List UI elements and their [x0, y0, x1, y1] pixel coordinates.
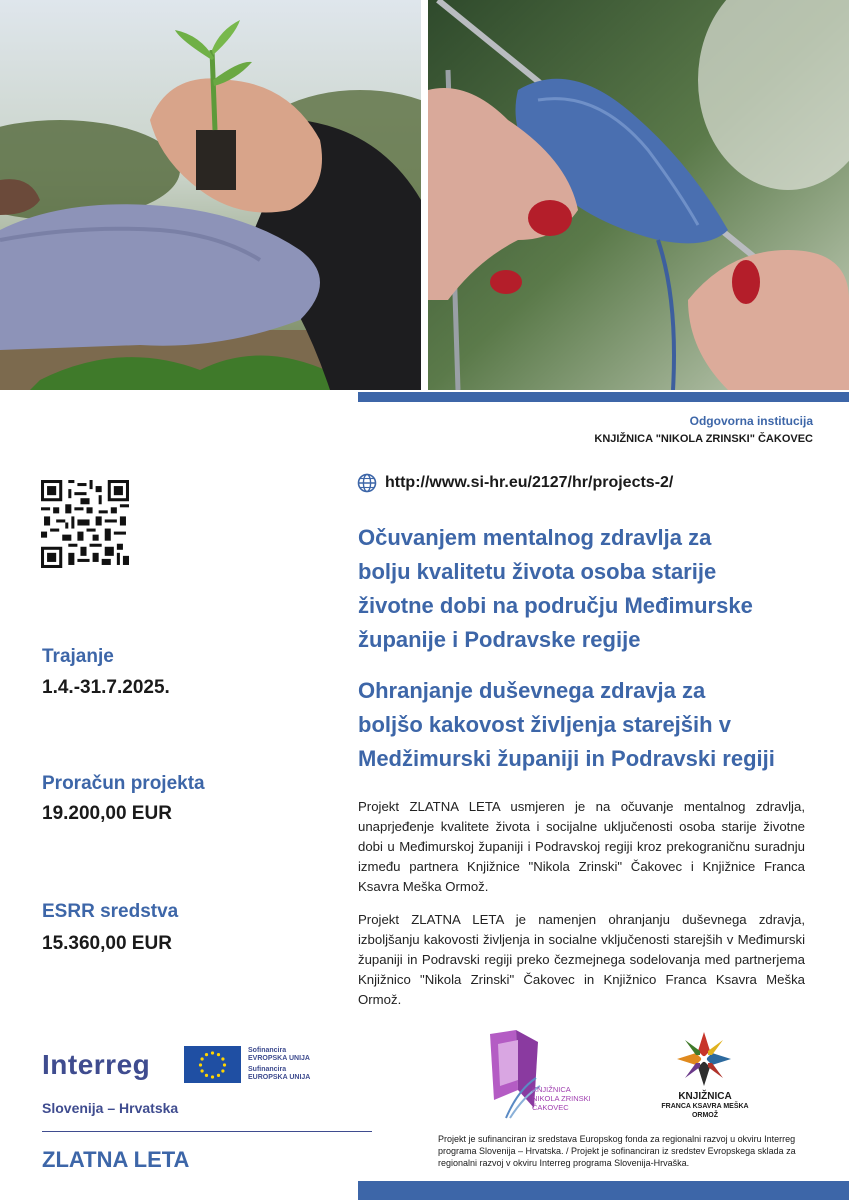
title-si-line: Medžimurski županiji in Podravski regiji	[358, 746, 775, 771]
program-region: Slovenija – Hrvatska	[42, 1100, 179, 1116]
budget-label: Proračun projekta	[42, 773, 205, 794]
eu-line: Sofinancira	[248, 1047, 287, 1054]
duration-label: Trajanje	[42, 646, 114, 667]
project-url-row[interactable]	[357, 473, 673, 493]
title-hr-line: bolju kvalitetu života osoba starije	[358, 559, 717, 584]
title-slovenian	[358, 674, 818, 776]
eu-line: EUROPSKA UNIJA	[248, 1074, 311, 1081]
photo-knitting	[428, 0, 849, 390]
project-name: ZLATNA LETA	[42, 1147, 190, 1172]
divider	[42, 1131, 372, 1132]
title-si-line: boljšo kakovost življenja starejših v	[358, 712, 731, 737]
institution-name: KNJIŽNICA "NIKOLA ZRINSKI" ČAKOVEC	[594, 433, 813, 445]
qr-code-icon[interactable]	[41, 480, 129, 568]
ormoz-logo-title: KNJIŽNICA	[678, 1091, 732, 1102]
bottom-accent-bar	[358, 1181, 849, 1200]
title-hr-line: životne dobi na području Međimurske	[358, 593, 753, 618]
duration-value: 1.4.-31.7.2025.	[42, 677, 170, 698]
description-croatian: Projekt ZLATNA LETA usmjeren je na očuvanje mentalnog zdravlja, unaprjeđenje kvalitete života i socijalne uključenosti osoba starije životne dobi u Međimurskoj županiji i Podravskoj regiji kroz prekograničnu suradnju između partnera Knjižnice "Nikola Zrinski" Čakovec i Knjižnice Franca Ksavra Meška Ormož.	[358, 799, 805, 894]
zrinski-line: KNJIŽNICA	[532, 1085, 571, 1094]
globe-icon	[357, 473, 377, 493]
photo-seedling	[0, 0, 421, 390]
project-url-link[interactable]: http://www.si-hr.eu/2127/hr/projects-2/	[385, 474, 674, 491]
ormoz-logo-line: FRANCA KSAVRA MEŠKA	[661, 1103, 749, 1110]
budget-value: 19.200,00 EUR	[42, 803, 172, 824]
ormoz-library-logo	[674, 1030, 734, 1088]
title-hr-line: Očuvanjem mentalnog zdravlja za	[358, 525, 712, 550]
institution-role: Odgovorna institucija	[689, 414, 813, 428]
title-croatian	[358, 521, 818, 657]
eu-cofinanced-si	[248, 1047, 310, 1063]
interreg-logo: Interreg	[42, 1049, 151, 1080]
description-slovenian: Projekt ZLATNA LETA je namenjen ohranjanju duševnega zdravja, izboljšanju kakovosti življenja in socialne vključenosti starejših v Međimurski županiji in Podravski regiji preko čezmejnega sodelovanja med partnerjema Knjižnico "Nikola Zrinski" Čakovec in Knjižnico Franca Ksavra Meška Ormož.	[358, 912, 805, 1007]
title-si-line: Ohranjanje duševnega zdravja za	[358, 678, 706, 703]
title-hr-line: županije i Podravske regije	[358, 627, 641, 652]
eu-line: Sufinancira	[248, 1066, 287, 1073]
zrinski-line: NIKOLA ZRINSKI	[532, 1094, 591, 1103]
erdf-value: 15.360,00 EUR	[42, 933, 172, 954]
funding-footnote: Projekt je sufinanciran iz sredstava Europskog fonda za regionalni razvoj u okviru Interreg programa Slovenija – Hrvatska. / Projekt je sofinanciran iz sredstev Evropskega sklada za regionalni razvoj v okviru Interreg programa Slovenija-Hrvaška.	[438, 1134, 796, 1168]
eu-cofinanced-hr	[248, 1066, 310, 1082]
top-accent-bar	[358, 392, 849, 402]
erdf-label: ESRR sredstva	[42, 901, 179, 922]
zrinski-logo-text	[532, 1085, 591, 1112]
eu-line: EVROPSKA UNIJA	[248, 1055, 310, 1062]
ormoz-logo-line: ORMOŽ	[691, 1112, 719, 1119]
eu-flag-icon	[184, 1046, 241, 1083]
zrinski-line: ČAKOVEC	[532, 1103, 569, 1112]
